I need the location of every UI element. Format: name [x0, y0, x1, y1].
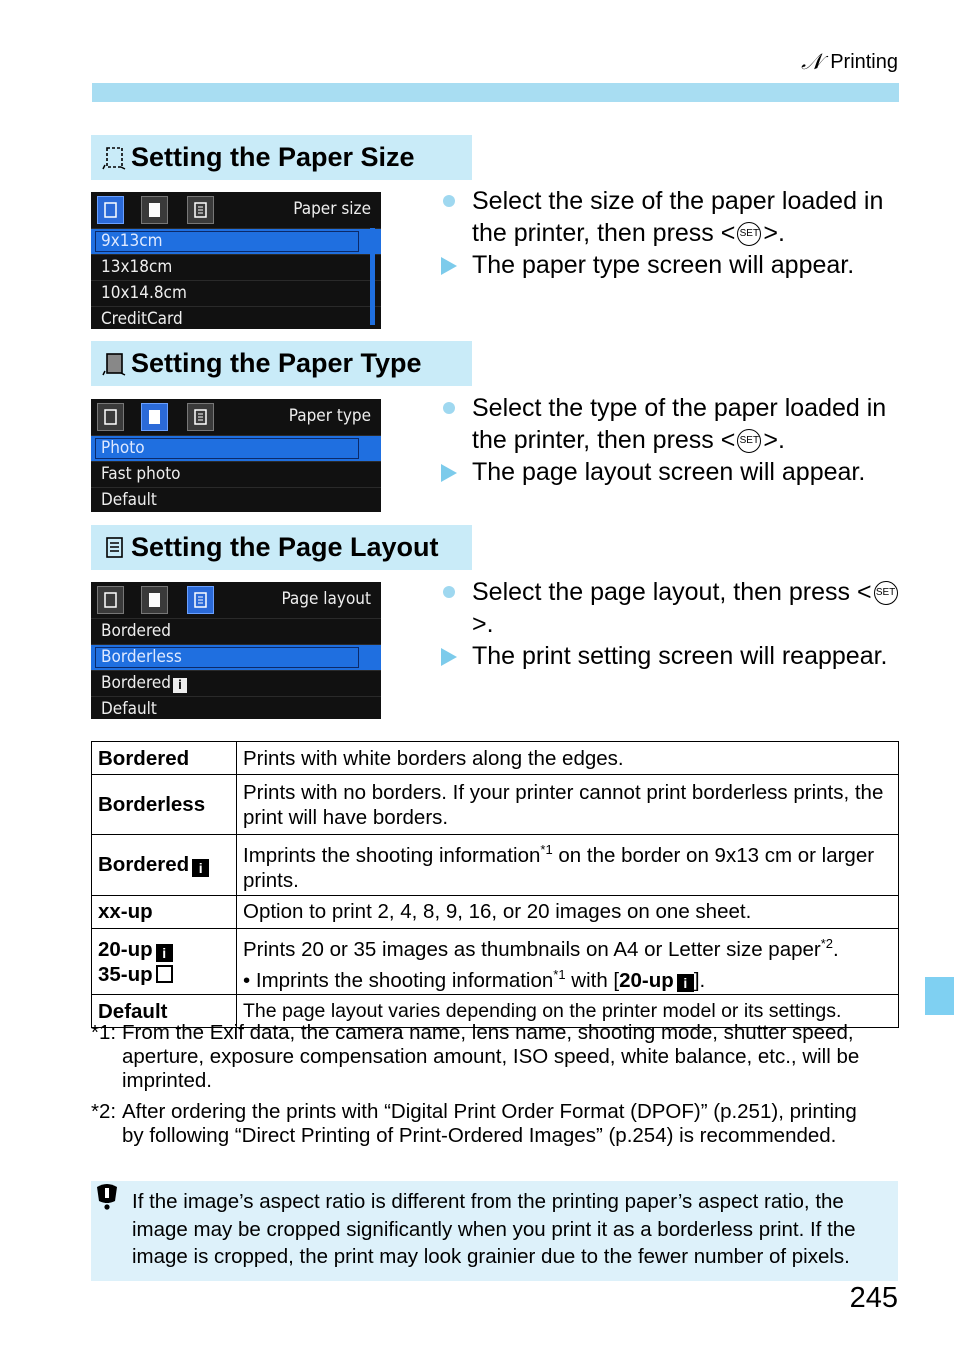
section-heading-paper-size [91, 135, 472, 180]
table-desc [237, 928, 899, 995]
set-button-icon: SET [737, 429, 761, 453]
paper-size-icon [101, 145, 127, 171]
section-heading-page-layout [91, 525, 472, 570]
table-desc-bold: 20-up [619, 968, 674, 992]
footnote-ref: *1 [540, 842, 553, 857]
lcd-paper-size [91, 192, 381, 329]
table-key: Bordered [92, 742, 237, 775]
scrollbar [370, 228, 375, 325]
lcd-row[interactable]: Borderless [91, 644, 381, 670]
footnote-text: After ordering the prints with “Digital Print Order Format (DPOF)” (p.251), printing by following “Direct Printing of Print-Ordered Images” (p.254) is recommended. [122, 1100, 857, 1147]
header-bar [92, 83, 899, 102]
lcd-row[interactable]: Default [91, 487, 381, 513]
page-number: 245 [849, 1282, 898, 1314]
table-key [92, 835, 237, 896]
paper-type-icon [101, 351, 127, 377]
table-desc-text: Imprints the shooting information [243, 843, 541, 867]
table-desc: The page layout varies depending on the printer model or its settings. [237, 995, 899, 1028]
set-button-icon: SET [737, 222, 761, 246]
lcd-title: Page layout [281, 589, 371, 609]
bullet-text: >. [472, 610, 494, 638]
table-desc-text: • Imprints the shooting information [243, 968, 554, 992]
page-layout-icon [101, 535, 127, 561]
lcd-row[interactable]: 13x18cm [91, 254, 381, 280]
tab-page-layout-icon [187, 196, 214, 224]
bullet-text: >. [763, 219, 785, 247]
table-desc-text: Prints 20 or 35 images as thumbnails on A4 or Letter size paper [243, 937, 821, 961]
table-row [92, 742, 899, 775]
lcd-row[interactable] [91, 670, 381, 696]
tab-paper-type-icon [141, 586, 168, 614]
table-key: Default [92, 995, 237, 1028]
lcd-row[interactable]: Fast photo [91, 461, 381, 487]
bullet-dot-icon [443, 586, 455, 598]
lcd-paper-type [91, 399, 381, 512]
tab-paper-type-icon [141, 196, 168, 224]
set-button-icon: SET [874, 581, 898, 605]
lcd-row[interactable]: 9x13cm [91, 228, 381, 254]
lcd-page-layout [91, 582, 381, 719]
arrow-icon [441, 257, 457, 275]
bullet-text: Select the page layout, then press < [472, 578, 872, 606]
table-row [92, 928, 899, 995]
tab-page-layout-icon [187, 586, 214, 614]
caution-text: If the image’s aspect ratio is different from the printing paper’s aspect ratio, the image may be cropped significantly when you print it as a borderless print. If the image is cropped, the print may look grainier due to the fewer number of pixels. [132, 1190, 856, 1268]
table-desc: Prints with no borders. If your printer cannot print borderless prints, the print will have borders. [237, 775, 899, 835]
table-desc-text: ]. [693, 968, 706, 992]
table-desc: Prints with white borders along the edges. [237, 742, 899, 775]
tab-paper-type-icon [141, 403, 168, 431]
layout-options-table [91, 741, 899, 1028]
arrow-icon [441, 464, 457, 482]
running-header [801, 50, 898, 75]
chapter-tab [925, 977, 954, 1015]
section-title: Setting the Page Layout [131, 532, 439, 562]
lcd-row-label: Bordered [101, 673, 171, 693]
table-desc-text: on the border on 9x13 cm or larger prints. [243, 843, 875, 892]
bullet-text: Select the size of the paper loaded in the printer, then press < [472, 187, 884, 247]
lcd-title: Paper type [288, 406, 371, 426]
lcd-row[interactable]: CreditCard [91, 306, 381, 332]
tab-page-layout-icon [187, 403, 214, 431]
footnote-text: From the Exif data, the camera name, lens name, shooting mode, shutter speed, aperture, exposure compensation amount, ISO speed, white balance, etc., will be imprinted. [122, 1021, 860, 1092]
blank-frame-icon [156, 965, 173, 983]
footnote-ref: *2 [820, 935, 834, 951]
table-desc: Option to print 2, 4, 8, 9, 16, or 20 images on one sheet. [237, 895, 899, 928]
table-key: Borderless [92, 775, 237, 835]
lcd-row[interactable]: Default [91, 696, 381, 722]
info-icon: i [677, 974, 694, 992]
table-desc-text: with [ [565, 968, 620, 992]
bullet-text: Select the type of the paper loaded in the printer, then press < [472, 394, 887, 454]
table-row [92, 775, 899, 835]
section-title: Setting the Paper Size [131, 142, 415, 172]
tab-paper-size-icon [97, 586, 124, 614]
caution-note [91, 1181, 898, 1281]
bullet-dot-icon [443, 402, 455, 414]
table-desc [237, 835, 899, 896]
instructions-page-layout [441, 576, 911, 672]
footnote-1 [91, 1021, 899, 1093]
footnote-mark: *2: [91, 1100, 117, 1123]
bullet-text: >. [763, 426, 785, 454]
info-icon: i [173, 678, 187, 693]
instructions-paper-size [441, 185, 901, 281]
instructions-paper-type [441, 392, 901, 488]
tab-paper-size-icon [97, 403, 124, 431]
lcd-row[interactable]: Bordered [91, 618, 381, 644]
result-text: The paper type screen will appear. [472, 251, 855, 279]
table-key-text: 35-up [98, 962, 153, 986]
header-label: Printing [830, 51, 898, 73]
table-key-text: Bordered [98, 853, 190, 877]
table-key-text: 20-up [98, 937, 153, 961]
footnote-2 [91, 1100, 899, 1148]
printing-icon: 𝒩 [801, 50, 823, 75]
lcd-row[interactable]: Photo [91, 435, 381, 461]
table-row [92, 895, 899, 928]
info-icon: i [192, 859, 209, 877]
tab-paper-size-icon [97, 196, 124, 224]
info-icon: i [156, 944, 173, 962]
lcd-row[interactable]: 10x14.8cm [91, 280, 381, 306]
result-text: The print setting screen will reappear. [472, 642, 888, 670]
footnote-mark: *1: [91, 1021, 117, 1044]
table-row [92, 835, 899, 896]
section-heading-paper-type [91, 341, 472, 386]
result-text: The page layout screen will appear. [472, 458, 866, 486]
table-desc-text: . [833, 937, 839, 961]
section-title: Setting the Paper Type [131, 348, 422, 378]
table-key [92, 928, 237, 995]
lcd-title: Paper size [293, 199, 371, 219]
bullet-dot-icon [443, 195, 455, 207]
arrow-icon [441, 648, 457, 666]
footnote-ref: *1 [553, 966, 566, 982]
table-key: xx-up [92, 895, 237, 928]
caution-icon [91, 1183, 123, 1213]
